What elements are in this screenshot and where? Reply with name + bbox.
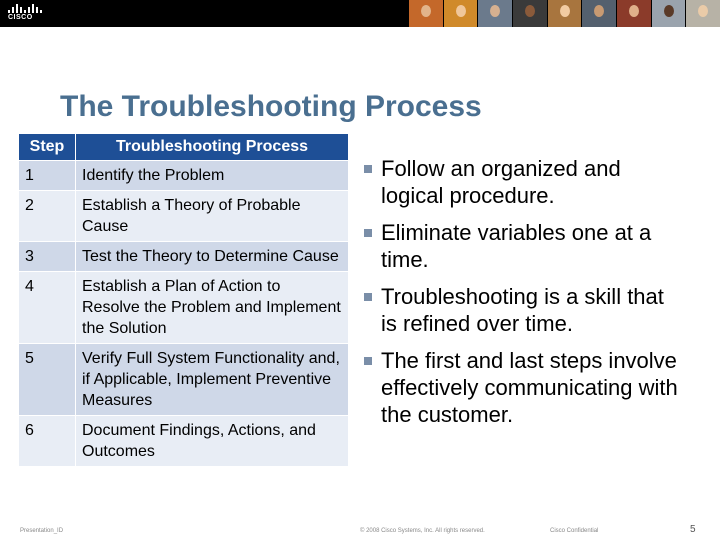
footer-presentation-id: Presentation_ID (20, 528, 64, 534)
banner-photo (408, 0, 443, 27)
step-number-cell: 4 (19, 272, 75, 343)
banner-photo (512, 0, 547, 27)
cisco-logo-bars-icon (8, 4, 42, 13)
cisco-logo-text: CISCO (8, 14, 33, 21)
square-bullet-icon (364, 357, 372, 365)
step-number-cell: 5 (19, 344, 75, 415)
process-cell: Establish a Plan of Action to Resolve the Problem and Implement the Solution (76, 272, 348, 343)
square-bullet-icon (364, 165, 372, 173)
list-item (364, 155, 684, 209)
column-header-step: Step (19, 134, 75, 160)
step-number-cell: 3 (19, 242, 75, 271)
footer-confidential: Cisco Confidential (550, 528, 599, 534)
step-number-cell: 2 (19, 191, 75, 241)
bullet-text: Eliminate variables one at a time. (381, 220, 652, 272)
table-row (19, 161, 348, 190)
table-row (19, 416, 348, 466)
footer-copyright: © 2008 Cisco Systems, Inc. All rights reserved. (360, 528, 485, 534)
cisco-logo (8, 4, 42, 23)
bullet-text: Troubleshooting is a skill that is refined over time. (381, 284, 664, 336)
banner-photo (685, 0, 720, 27)
banner-photo (443, 0, 478, 27)
list-item (364, 347, 684, 428)
slide-title: The Troubleshooting Process (60, 90, 482, 123)
banner-photo (547, 0, 582, 27)
table-row (19, 242, 348, 271)
square-bullet-icon (364, 293, 372, 301)
bullet-text: Follow an organized and logical procedure. (381, 156, 621, 208)
table-row (19, 191, 348, 241)
banner-photo (477, 0, 512, 27)
process-cell: Document Findings, Actions, and Outcomes (76, 416, 348, 466)
banner-photo-strip (408, 0, 720, 27)
banner-photo (581, 0, 616, 27)
list-item (364, 283, 684, 337)
bullet-text: The first and last steps involve effectively communicating with the customer. (381, 348, 678, 427)
troubleshooting-steps-table (18, 133, 349, 467)
process-cell: Test the Theory to Determine Cause (76, 242, 348, 271)
page-number: 5 (690, 524, 696, 535)
banner-photo (616, 0, 651, 27)
table-row (19, 344, 348, 415)
process-cell: Establish a Theory of Probable Cause (76, 191, 348, 241)
list-item (364, 219, 684, 273)
banner-photo (651, 0, 686, 27)
table-row (19, 272, 348, 343)
step-number-cell: 1 (19, 161, 75, 190)
top-banner (0, 0, 720, 27)
square-bullet-icon (364, 229, 372, 237)
process-cell: Identify the Problem (76, 161, 348, 190)
step-number-cell: 6 (19, 416, 75, 466)
process-cell: Verify Full System Functionality and, if Applicable, Implement Preventive Measures (76, 344, 348, 415)
table-header-row (19, 134, 348, 160)
key-points-list (364, 155, 684, 438)
column-header-process: Troubleshooting Process (76, 134, 348, 160)
